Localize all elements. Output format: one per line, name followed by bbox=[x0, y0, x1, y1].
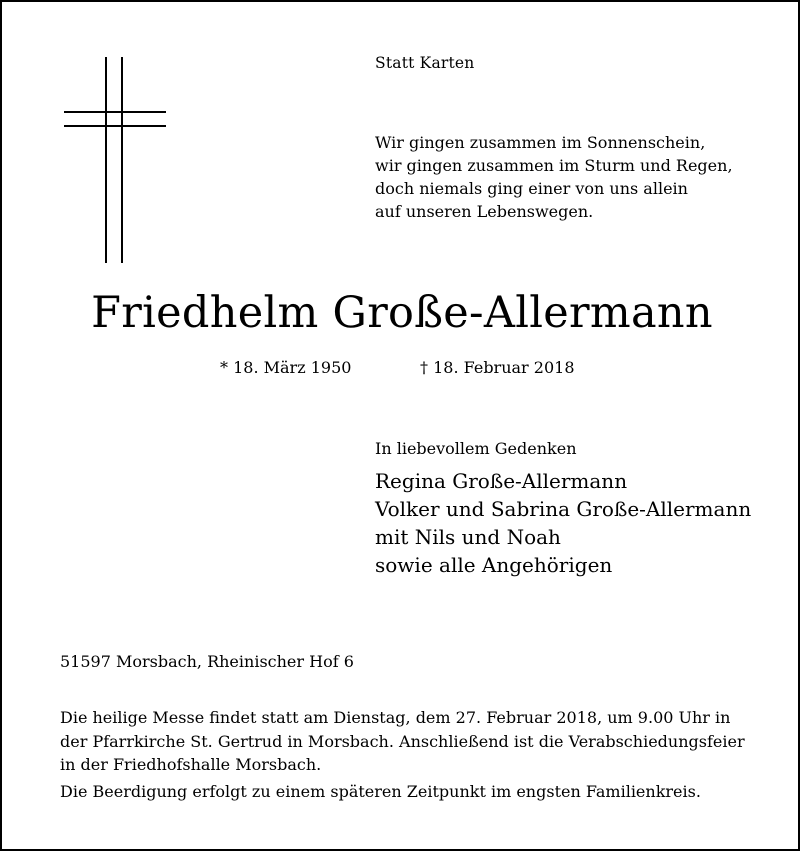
statt-karten-label: Statt Karten bbox=[375, 54, 475, 72]
notice-line: der Pfarrkirche St. Gertrud in Morsbach. Anschließend ist die Verabschiedungsfeier bbox=[60, 731, 745, 751]
notice-line: Die heilige Messe findet statt am Dienstag, dem 27. Februar 2018, um 9.00 Uhr in bbox=[60, 708, 731, 727]
notice-text bbox=[60, 706, 750, 803]
burial-line: Die Beerdigung erfolgt zu einem späteren Zeitpunkt im engsten Familienkreis. bbox=[60, 781, 701, 801]
mourner-name: Regina Große-Allermann bbox=[375, 469, 628, 493]
mourners-intro: In liebevollem Gedenken bbox=[375, 439, 577, 458]
deceased-name: Friedhelm Große-Allermann bbox=[91, 288, 713, 338]
poem bbox=[375, 131, 733, 223]
address: 51597 Morsbach, Rheinischer Hof 6 bbox=[60, 652, 354, 671]
birth-date: * 18. März 1950 bbox=[220, 358, 352, 377]
death-date: † 18. Februar 2018 bbox=[420, 358, 575, 377]
cross-icon bbox=[64, 57, 166, 263]
notice-line: in der Friedhofshalle Morsbach. bbox=[60, 755, 322, 774]
poem-line: Wir gingen zusammen im Sonnenschein, bbox=[375, 133, 706, 152]
poem-line: auf unseren Lebenswegen. bbox=[375, 202, 594, 221]
mourners-list bbox=[375, 467, 751, 579]
poem-line: wir gingen zusammen im Sturm und Regen, bbox=[375, 156, 733, 175]
mourner-name: Volker und Sabrina Große-Allermann bbox=[375, 497, 752, 521]
poem-line: doch niemals ging einer von uns allein bbox=[375, 179, 688, 198]
mourner-name: mit Nils und Noah bbox=[375, 525, 561, 549]
mourner-name: sowie alle Angehörigen bbox=[375, 553, 613, 577]
